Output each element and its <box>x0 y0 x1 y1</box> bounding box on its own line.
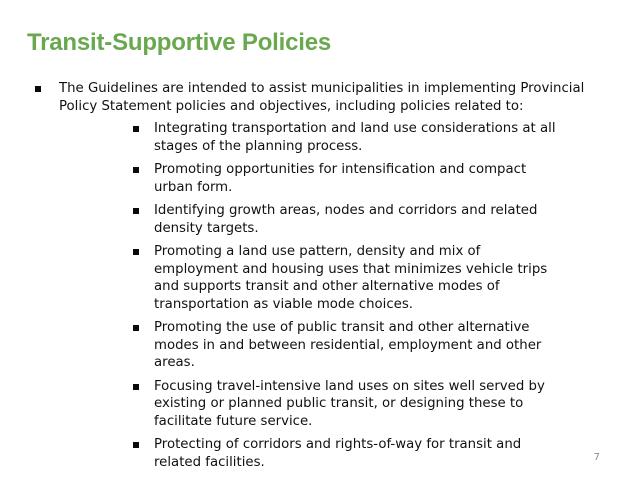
policy-text: Promoting opportunities for intensification and compact urban form. <box>154 162 527 195</box>
bullet-list <box>0 80 638 477</box>
policy-text: Protecting of corridors and rights-of-way for transit and related facilities. <box>154 437 522 470</box>
square-bullet-icon <box>133 442 139 448</box>
square-bullet-icon <box>133 167 139 173</box>
policy-item <box>59 378 598 431</box>
policy-text: Integrating transportation and land use considerations at all stages of the planning process. <box>154 121 556 154</box>
page-number: 7 <box>593 452 600 463</box>
policy-item <box>59 436 598 471</box>
policy-text: Identifying growth areas, nodes and corridors and related density targets. <box>154 203 538 236</box>
policy-item <box>59 120 598 155</box>
policy-list <box>59 120 598 471</box>
square-bullet-icon <box>133 384 139 390</box>
square-bullet-icon <box>35 86 41 92</box>
policy-text: Focusing travel-intensive land uses on sites well served by existing or planned public transit, or designing these to facilitate future service. <box>154 378 545 429</box>
policy-item <box>59 161 598 196</box>
square-bullet-icon <box>133 208 139 214</box>
policy-text: Promoting the use of public transit and other alternative modes in and between residential, employment and other areas. <box>154 320 542 370</box>
policy-item <box>59 243 598 313</box>
policy-item <box>59 202 598 237</box>
slide-title: Transit-Supportive Policies <box>27 29 332 56</box>
square-bullet-icon <box>133 325 139 331</box>
policy-item <box>59 319 598 372</box>
square-bullet-icon <box>133 126 139 132</box>
square-bullet-icon <box>133 249 139 255</box>
intro-bullet <box>0 80 638 471</box>
intro-text: The Guidelines are intended to assist municipalities in implementing Provincial Policy Statement policies and objectives, including policies related to: <box>59 81 585 114</box>
policy-text: Promoting a land use pattern, density and mix of employment and housing uses that minimizes vehicle trips and supports transit and other alternative modes of transportation as viable mode choices. <box>154 244 548 312</box>
